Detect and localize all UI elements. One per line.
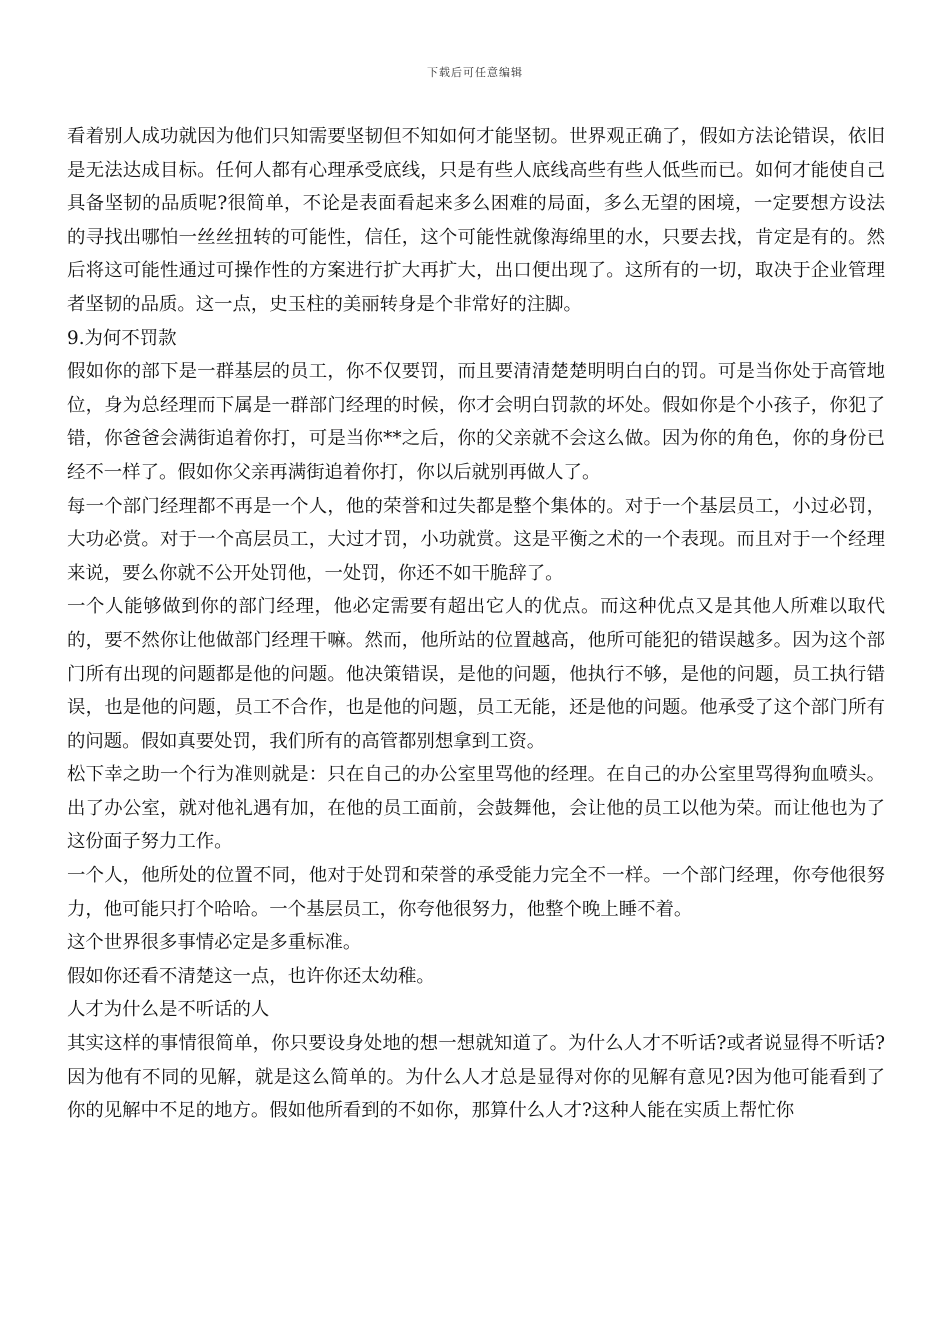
paragraph: 这个世界很多事情必定是多重标准。 <box>67 932 362 954</box>
page-header: 下载后可任意编辑 <box>427 66 523 79</box>
paragraph: 假如你还看不清楚这一点，也许你还太幼稚。 <box>67 965 435 987</box>
paragraph: 其实这样的事情很简单，你只要设身处地的想一想就知道了。为什么人才不听话?或者说显得不听话?因为他有不同的见解，就是这么简单的。为什么人才总是显得对你的见解有意见?因为他可能看到了你的见解中不足的地方。假如他所看到的不如你，那算什么人才?这种人能在实质上帮忙你 <box>67 1033 885 1122</box>
section-heading: 9.为何不罚款 <box>67 327 177 349</box>
paragraph: 松下幸之助一个行为准则就是：只在自己的办公室里骂他的经理。在自己的办公室里骂得狗血喷头。出了办公室，就对他礼遇有加，在他的员工面前，会鼓舞他，会让他的员工以他为荣。而让他也为了这份面子努力工作。 <box>67 764 885 853</box>
paragraph: 一个人，他所处的位置不同，他对于处罚和荣誉的承受能力完全不一样。一个部门经理，你夸他很努力，他可能只打个哈哈。一个基层员工，你夸他很努力，他整个晚上睡不着。 <box>67 865 885 920</box>
section-heading: 人才为什么是不听话的人 <box>67 999 270 1021</box>
document-body <box>67 120 885 1128</box>
paragraph: 看着别人成功就因为他们只知需要坚韧但不知如何才能坚韧。世界观正确了，假如方法论错误，依旧是无法达成目标。任何人都有心理承受底线，只是有些人底线高些有些人低些而已。如何才能使自己具备坚韧的品质呢?很简单，不论是表面看起来多么困难的局面，多么无望的困境，一定要想方设法的寻找出哪怕一丝丝扭转的可能性，信任，这个可能性就像海绵里的水，只要去找，肯定是有的。然后将这可能性通过可操作性的方案进行扩大再扩大，出口便出现了。这所有的一切，取决于企业管理者坚韧的品质。这一点，史玉柱的美丽转身是个非常好的注脚。 <box>67 126 885 315</box>
paragraph: 每一个部门经理都不再是一个人，他的荣誉和过失都是整个集体的。对于一个基层员工，小过必罚，大功必赏。对于一个高层员工，大过才罚，小功就赏。这是平衡之术的一个表现。而且对于一个经理来说，要么你就不公开处罚他，一处罚，你还不如干脆辞了。 <box>67 495 885 584</box>
paragraph: 一个人能够做到你的部门经理，他必定需要有超出它人的优点。而这种优点又是其他人所难以取代的，要不然你让他做部门经理干嘛。然而，他所站的位置越高，他所可能犯的错误越多。因为这个部门所有出现的问题都是他的问题。他决策错误，是他的问题，他执行不够，是他的问题，员工执行错误，也是他的问题，员工不合作，也是他的问题，员工无能，还是他的问题。他承受了这个部门所有的问题。假如真要处罚，我们所有的高管都别想拿到工资。 <box>67 596 885 752</box>
paragraph: 假如你的部下是一群基层的员工，你不仅要罚，而且要清清楚楚明明白白的罚。可是当你处于高管地位，身为总经理而下属是一群部门经理的时候，你才会明白罚款的坏处。假如你是个小孩子，你犯了错，你爸爸会满街追着你打，可是当你**之后，你的父亲就不会这么做。因为你的角色，你的身份已经不一样了。假如你父亲再满街追着你打，你以后就别再做人了。 <box>67 361 885 483</box>
